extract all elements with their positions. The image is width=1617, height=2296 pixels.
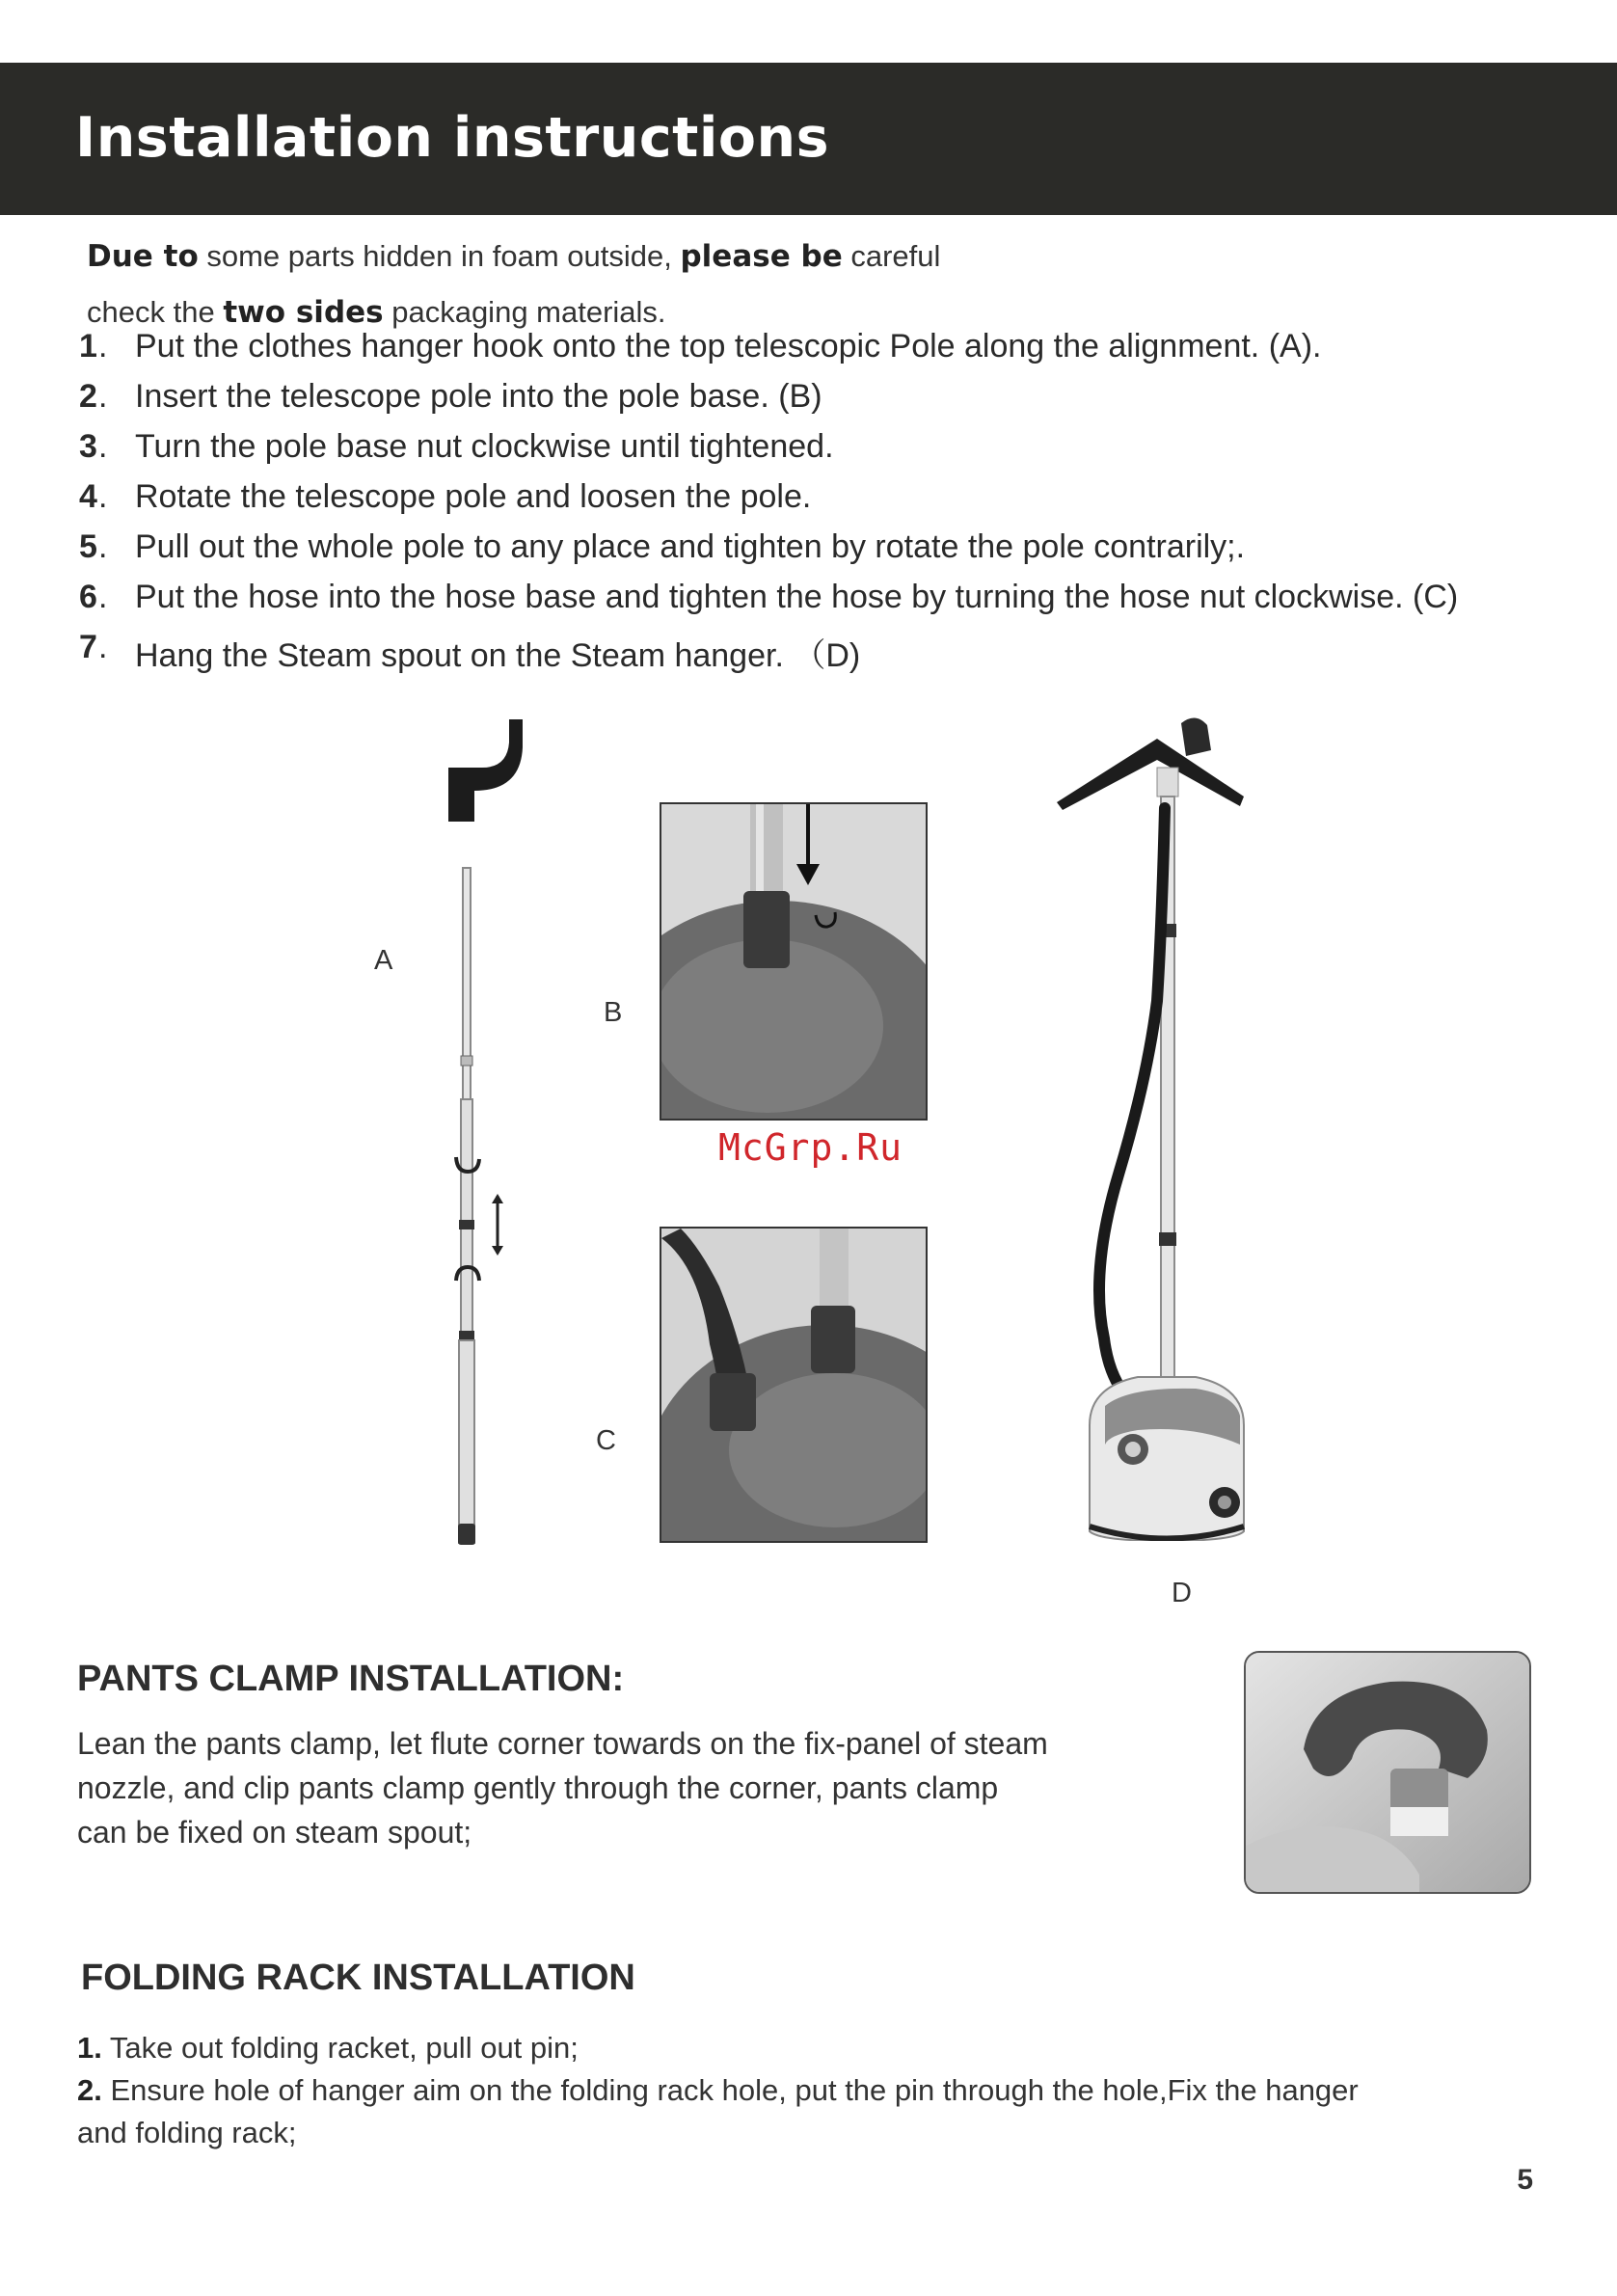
- page-number: 5: [1517, 2164, 1533, 2196]
- folding-rack-item: 2. Ensure hole of hanger aim on the folding rack hole, put the pin through the hole,Fix the hanger: [77, 2073, 1359, 2107]
- folding-rack-item-continued: and folding rack;: [77, 2116, 297, 2149]
- intro-line-2: [87, 295, 666, 330]
- steam-hose-icon: [1099, 808, 1165, 1398]
- page-title: Installation instructions: [75, 106, 830, 170]
- hanger-hook-icon: [448, 719, 523, 822]
- intro-text: some parts hidden in foam outside,: [198, 239, 681, 273]
- pants-clamp-line: nozzle, and clip pants clamp gently through the corner, pants clamp: [77, 1770, 999, 1805]
- pants-clamp-line: Lean the pants clamp, let flute corner towards on the fix-panel of steam: [77, 1726, 1048, 1761]
- figure-b-photo: [660, 802, 928, 1121]
- figure-label-c: C: [596, 1425, 616, 1456]
- figure-label-a: A: [374, 945, 393, 976]
- figure-label-b: B: [604, 997, 623, 1028]
- figure-label-d: D: [1172, 1578, 1192, 1608]
- intro-text: packaging materials.: [383, 295, 666, 329]
- pants-clamp-photo: [1244, 1651, 1531, 1894]
- pants-clamp-line: can be fixed on steam spout;: [77, 1815, 472, 1850]
- folding-rack-title: FOLDING RACK INSTALLATION: [81, 1958, 635, 1998]
- watermark: McGrp.Ru: [718, 1126, 903, 1169]
- intro-text: check the: [87, 295, 224, 329]
- telescopic-pole-illustration: [424, 714, 550, 1553]
- folding-rack-item: 1. Take out folding racket, pull out pin;: [77, 2031, 579, 2065]
- intro-bold: Due to: [87, 239, 199, 274]
- clothes-hanger-icon: [1057, 739, 1244, 810]
- garment-steamer-illustration: [1051, 712, 1263, 1541]
- intro-bold: please be: [680, 239, 843, 274]
- intro-bold: two sides: [223, 295, 384, 330]
- figure-c-photo: [660, 1227, 928, 1543]
- pants-clamp-title: PANTS CLAMP INSTALLATION:: [77, 1659, 625, 1699]
- intro-line-1: [87, 239, 940, 274]
- intro-text: careful: [842, 239, 941, 273]
